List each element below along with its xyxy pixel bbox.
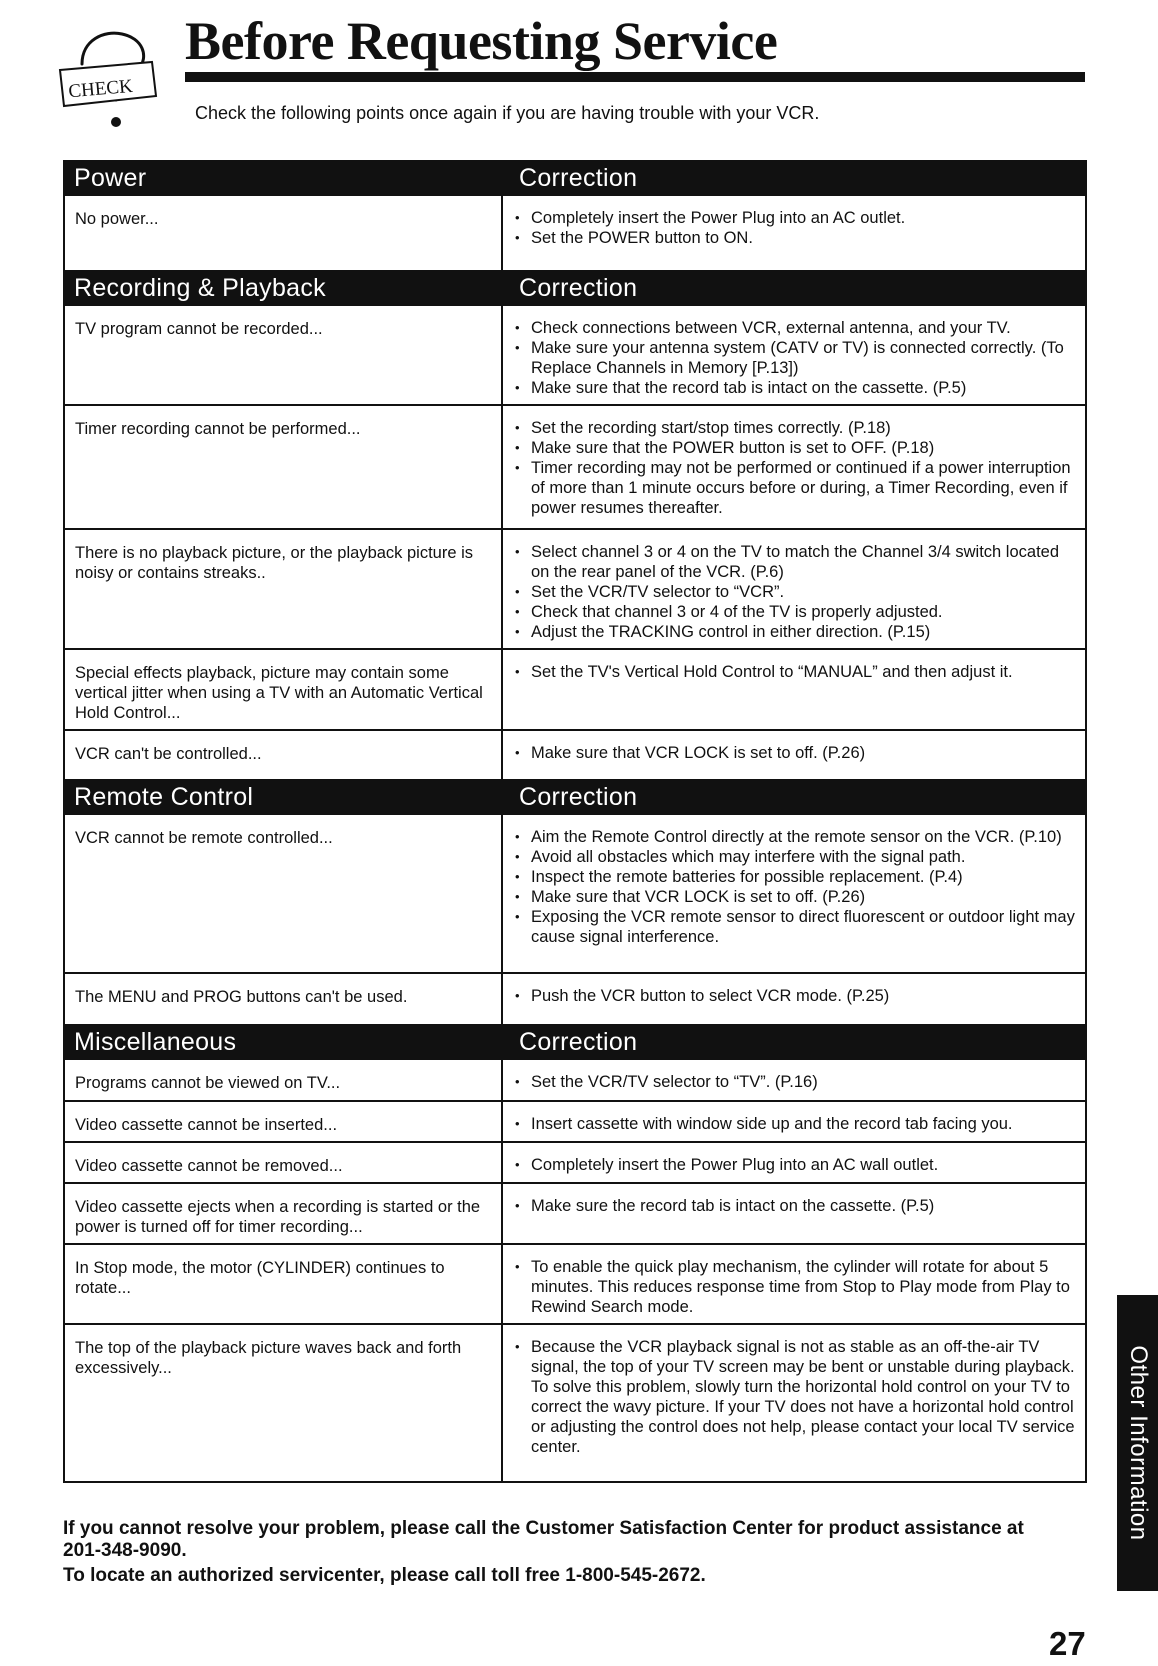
correction-header-power: Correction (502, 161, 1086, 195)
section-title-miscellaneous: Miscellaneous (64, 1025, 502, 1059)
contact-footer (63, 1518, 1063, 1590)
correction-cell (502, 405, 1086, 529)
correction-item: • Because the VCR playback signal is not as stable as an off-the-air TV signal, the top of your TV screen may be bent or unstable during playback. To solve this problem, slowly turn the horizontal hold control on your TV to correct the wavy picture. If your TV does not have a horizontal hold control or adjusting the control does not help, please contact your local TV service center. (515, 1337, 1077, 1457)
section-title-power: Power (64, 161, 502, 195)
correction-item: • Make sure that VCR LOCK is set to off. (P.26) (515, 743, 1077, 763)
table-row (64, 529, 1086, 649)
correction-cell (502, 529, 1086, 649)
correction-cell (502, 1183, 1086, 1244)
correction-item: • Inspect the remote batteries for possible replacement. (P.4) (515, 867, 1077, 887)
symptom-cell: TV program cannot be recorded... (64, 305, 502, 405)
correction-item: • Set the POWER button to ON. (515, 228, 1077, 248)
correction-cell (502, 305, 1086, 405)
symptom-cell: Programs cannot be viewed on TV... (64, 1059, 502, 1101)
correction-item: • Make sure the record tab is intact on the cassette. (P.5) (515, 1196, 1077, 1216)
table-row (64, 814, 1086, 973)
correction-item: • Aim the Remote Control directly at the remote sensor on the VCR. (P.10) (515, 827, 1077, 847)
section-header-remote-control (64, 780, 1086, 814)
symptom-cell: Video cassette cannot be removed... (64, 1142, 502, 1183)
correction-item: • Check that channel 3 or 4 of the TV is properly adjusted. (515, 602, 1077, 622)
symptom-cell: Special effects playback, picture may contain some vertical jitter when using a TV with an Automatic Vertical Hold Control... (64, 649, 502, 730)
symptom-cell: Video cassette ejects when a recording is started or the power is turned off for timer recording... (64, 1183, 502, 1244)
table-row (64, 305, 1086, 405)
correction-item: • Make sure that the record tab is intact on the cassette. (P.5) (515, 378, 1077, 398)
correction-cell (502, 730, 1086, 780)
correction-item: • Completely insert the Power Plug into an AC outlet. (515, 208, 1077, 228)
correction-cell (502, 195, 1086, 271)
servicenter-phone-note: To locate an authorized servicenter, please call toll free 1-800-545-2672. (63, 1565, 706, 1586)
correction-item: • Check connections between VCR, external antenna, and your TV. (515, 318, 1077, 338)
symptom-cell: VCR can't be controlled... (64, 730, 502, 780)
table-row (64, 1059, 1086, 1101)
correction-cell (502, 1101, 1086, 1142)
table-row (64, 730, 1086, 780)
correction-header-recording-playback: Correction (502, 271, 1086, 305)
page-subtitle: Check the following points once again if you are having trouble with your VCR. (195, 103, 820, 123)
table-row (64, 405, 1086, 529)
correction-item: • Completely insert the Power Plug into an AC wall outlet. (515, 1155, 1077, 1175)
side-tab-label: Other Information (1124, 1345, 1152, 1541)
correction-item: • Adjust the TRACKING control in either direction. (P.15) (515, 622, 1077, 642)
correction-cell (502, 1059, 1086, 1101)
symptom-cell: There is no playback picture, or the playback picture is noisy or contains streaks.. (64, 529, 502, 649)
symptom-cell: No power... (64, 195, 502, 271)
page-title: Before Requesting Service (185, 11, 778, 71)
correction-item: • Set the recording start/stop times correctly. (P.18) (515, 418, 1077, 438)
correction-item: • To enable the quick play mechanism, the cylinder will rotate for about 5 minutes. This reduces response time from Stop to Play mode from Play to Rewind Search mode. (515, 1257, 1077, 1317)
correction-item: • Make sure your antenna system (CATV or TV) is connected correctly. (To Replace Channels in Memory [P.13]) (515, 338, 1077, 378)
table-row (64, 1324, 1086, 1482)
correction-item: • Push the VCR button to select VCR mode. (P.25) (515, 986, 1077, 1006)
table-row (64, 1142, 1086, 1183)
symptom-cell: Timer recording cannot be performed... (64, 405, 502, 529)
symptom-cell: The MENU and PROG buttons can't be used. (64, 973, 502, 1025)
correction-item: • Avoid all obstacles which may interfere with the signal path. (515, 847, 1077, 867)
check-question-logo-icon (52, 22, 172, 132)
symptom-cell: Video cassette cannot be inserted... (64, 1101, 502, 1142)
section-header-recording-playback (64, 271, 1086, 305)
correction-item: • Timer recording may not be performed or continued if a power interruption of more than 1 minute occurs before or during, a Timer Recording, even if power resumes thereafter. (515, 458, 1077, 518)
correction-cell (502, 649, 1086, 730)
table-row (64, 195, 1086, 271)
title-rule (185, 72, 1085, 82)
correction-cell (502, 973, 1086, 1025)
support-phone-note: If you cannot resolve your problem, please call the Customer Satisfaction Center for product assistance at 201-348-9090. (63, 1518, 1024, 1561)
correction-item: • Exposing the VCR remote sensor to direct fluorescent or outdoor light may cause signal interference. (515, 907, 1077, 947)
section-header-miscellaneous (64, 1025, 1086, 1059)
correction-item: • Insert cassette with window side up and the record tab facing you. (515, 1114, 1077, 1134)
section-side-tab (1117, 1295, 1158, 1591)
logo-text: CHECK (67, 75, 134, 103)
correction-item: • Make sure that the POWER button is set to OFF. (P.18) (515, 438, 1077, 458)
correction-item: • Set the VCR/TV selector to “VCR”. (515, 582, 1077, 602)
section-header-power (64, 161, 1086, 195)
page-number: 27 (1049, 1625, 1086, 1662)
troubleshooting-table (63, 160, 1087, 1483)
section-title-remote-control: Remote Control (64, 780, 502, 814)
symptom-cell: The top of the playback picture waves back and forth excessively... (64, 1324, 502, 1482)
correction-cell (502, 1142, 1086, 1183)
table-row (64, 1101, 1086, 1142)
symptom-cell: VCR cannot be remote controlled... (64, 814, 502, 973)
correction-item: • Set the VCR/TV selector to “TV”. (P.16) (515, 1072, 1077, 1092)
correction-item: • Make sure that VCR LOCK is set to off. (P.26) (515, 887, 1077, 907)
correction-header-remote-control: Correction (502, 780, 1086, 814)
correction-cell (502, 1244, 1086, 1324)
table-row (64, 1244, 1086, 1324)
correction-header-miscellaneous: Correction (502, 1025, 1086, 1059)
table-row (64, 649, 1086, 730)
correction-cell (502, 814, 1086, 973)
symptom-cell: In Stop mode, the motor (CYLINDER) continues to rotate... (64, 1244, 502, 1324)
correction-item: • Select channel 3 or 4 on the TV to match the Channel 3/4 switch located on the rear panel of the VCR. (P.6) (515, 542, 1077, 582)
table-row (64, 1183, 1086, 1244)
correction-cell (502, 1324, 1086, 1482)
table-row (64, 973, 1086, 1025)
correction-item: • Set the TV's Vertical Hold Control to “MANUAL” and then adjust it. (515, 662, 1077, 682)
section-title-recording-playback: Recording & Playback (64, 271, 502, 305)
